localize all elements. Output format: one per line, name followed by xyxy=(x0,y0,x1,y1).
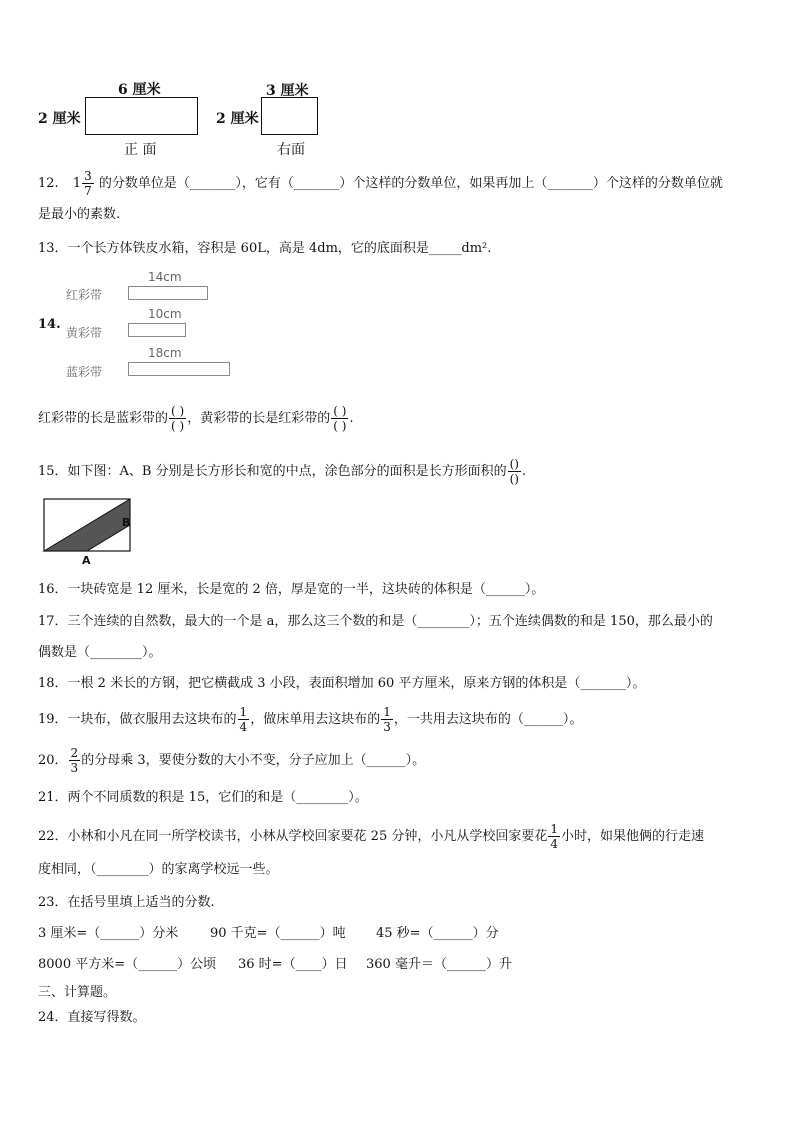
q22-f-den: 4 xyxy=(550,837,558,851)
q12-text-a: 的分数单位是（_______），它有（_______）个这样的分数单位，如果再加上（_______）个这样的分数单位就 xyxy=(98,176,723,191)
q16-text: 16．一块砖宽是 12 厘米，长是宽的 2 倍，厚是宽的一半，这块砖的体积是（______）。 xyxy=(38,582,545,597)
q12-whole: 1 xyxy=(72,175,82,191)
front-left-label: 2 厘米 xyxy=(38,111,81,127)
q23-row1-item1: 3 厘米=（______）分米 xyxy=(38,926,179,941)
section-3-heading: 三、计算题。 xyxy=(38,985,117,1000)
q23-row2-item2: 36 时=（____）日 xyxy=(238,957,348,972)
front-caption: 正 面 xyxy=(124,142,157,158)
q22-text-c: 度相同，（________）的家离学校远一些。 xyxy=(38,862,279,877)
q15-blank-fraction xyxy=(508,458,521,485)
q18-text: 18．一根 2 米长的方钢，把它横截成 3 小段，表面积增加 60 平方厘米，原来方钢的体积是（_______）。 xyxy=(38,676,646,691)
q22-question xyxy=(38,819,704,855)
q12-line1 xyxy=(38,170,723,197)
q22-fraction xyxy=(548,823,560,850)
q15-label-b: B xyxy=(122,516,131,529)
q20-f-den: 3 xyxy=(70,761,79,775)
q12-fraction-num: 3 xyxy=(84,169,92,183)
q15-end: . xyxy=(522,464,527,479)
q12-mixed-number xyxy=(73,170,95,197)
q20-f-num: 2 xyxy=(70,746,79,760)
q22-text-a: 22．小林和小凡在同一所学校读书，小林从学校回家要花 25 分钟，小凡从学校回家要花 xyxy=(38,829,548,844)
q14-blank1-den: ( ) xyxy=(171,419,185,433)
yellow-ribbon-bar xyxy=(128,323,186,337)
q22-f-num: 1 xyxy=(550,822,558,836)
q14-blank1-num: ( ) xyxy=(171,404,185,418)
q14-number: 14. xyxy=(38,317,61,332)
q19-fraction-2 xyxy=(381,706,393,733)
side-top-label: 3 厘米 xyxy=(266,83,309,99)
red-ribbon-label: 红彩带 xyxy=(66,288,103,302)
front-top-label: 6 厘米 xyxy=(118,82,161,98)
q19-text-c: ，一共用去这块布的（______）。 xyxy=(393,712,583,727)
q14-blank2-den: ( ) xyxy=(333,419,347,433)
q14-blank-fraction-2 xyxy=(331,405,348,432)
q17-text-b: 偶数是（________）。 xyxy=(38,645,162,660)
q23-row1-item3: 45 秒=（______）分 xyxy=(376,926,499,941)
q15-question xyxy=(38,453,526,491)
q23-row1-item2: 90 千克=（______）吨 xyxy=(210,926,346,941)
q14-blank-fraction-1 xyxy=(169,405,186,432)
yellow-ribbon-length: 10cm xyxy=(148,307,182,321)
q13-text: 13．一个长方体铁皮水箱，容积是 60L，高是 4dm，它的底面积是_____dm². xyxy=(38,241,492,256)
q20-fraction xyxy=(69,747,81,774)
q19-text-b: ，做床单用去这块布的 xyxy=(250,712,381,727)
q14-text-b: ，黄彩带的长是红彩带的 xyxy=(187,411,331,426)
q24-text: 24．直接写得数。 xyxy=(38,1010,146,1025)
q23-row2-item1: 8000 平方米=（______）公顷 xyxy=(38,957,217,972)
q19-f1-den: 4 xyxy=(239,720,248,734)
q23-row2-item3: 360 毫升＝（______）升 xyxy=(366,957,512,972)
front-rectangle xyxy=(85,97,198,135)
q12-fraction xyxy=(82,170,94,197)
q14-text-a: 红彩带的长是蓝彩带的 xyxy=(38,411,169,426)
red-ribbon-length: 14cm xyxy=(148,270,182,284)
q19-f1-num: 1 xyxy=(239,705,248,719)
q15-blank-num: () xyxy=(509,457,519,471)
side-caption: 右面 xyxy=(277,142,305,158)
blue-ribbon-length: 18cm xyxy=(148,346,182,360)
q14-text-c: . xyxy=(349,411,354,426)
red-ribbon-bar xyxy=(128,286,208,300)
q19-f2-den: 3 xyxy=(383,720,391,734)
q14-blank2-num: ( ) xyxy=(333,404,347,418)
q12-text-b: 是最小的素数. xyxy=(38,207,121,222)
blue-ribbon-bar xyxy=(128,362,230,376)
q23-title: 23．在括号里填上适当的分数. xyxy=(38,895,215,910)
q21-text: 21．两个不同质数的积是 15，它们的和是（________）。 xyxy=(38,790,368,805)
q19-fraction-1 xyxy=(238,706,250,733)
q15-label-a: A xyxy=(82,554,91,567)
q20-number: 20． xyxy=(38,753,68,768)
blue-ribbon-label: 蓝彩带 xyxy=(66,365,103,379)
q20-text: 的分母乘 3，要使分数的大小不变，分子应加上（______）。 xyxy=(81,753,426,768)
q19-text-a: 19．一块布，做衣服用去这块布的 xyxy=(38,712,237,727)
q19-f2-num: 1 xyxy=(383,705,391,719)
q12-number: 12. xyxy=(38,176,59,191)
q17-text-a: 17．三个连续的自然数，最大的一个是 a，那么这三个数的和是（________）；五个连续偶数的和是 150，那么最小的 xyxy=(38,614,713,629)
q20-question xyxy=(38,744,425,778)
yellow-ribbon-label: 黄彩带 xyxy=(66,326,103,340)
q14-question xyxy=(38,400,354,438)
side-left-label: 2 厘米 xyxy=(216,111,259,127)
q22-text-b: 小时，如果他俩的行走速 xyxy=(561,829,705,844)
q12-fraction-den: 7 xyxy=(84,184,92,198)
q19-question xyxy=(38,702,582,738)
q15-text: 15．如下图：A、B 分别是长方形长和宽的中点，涂色部分的面积是长方形面积的 xyxy=(38,464,507,479)
q15-blank-den: () xyxy=(509,472,519,486)
side-rectangle xyxy=(261,97,318,135)
